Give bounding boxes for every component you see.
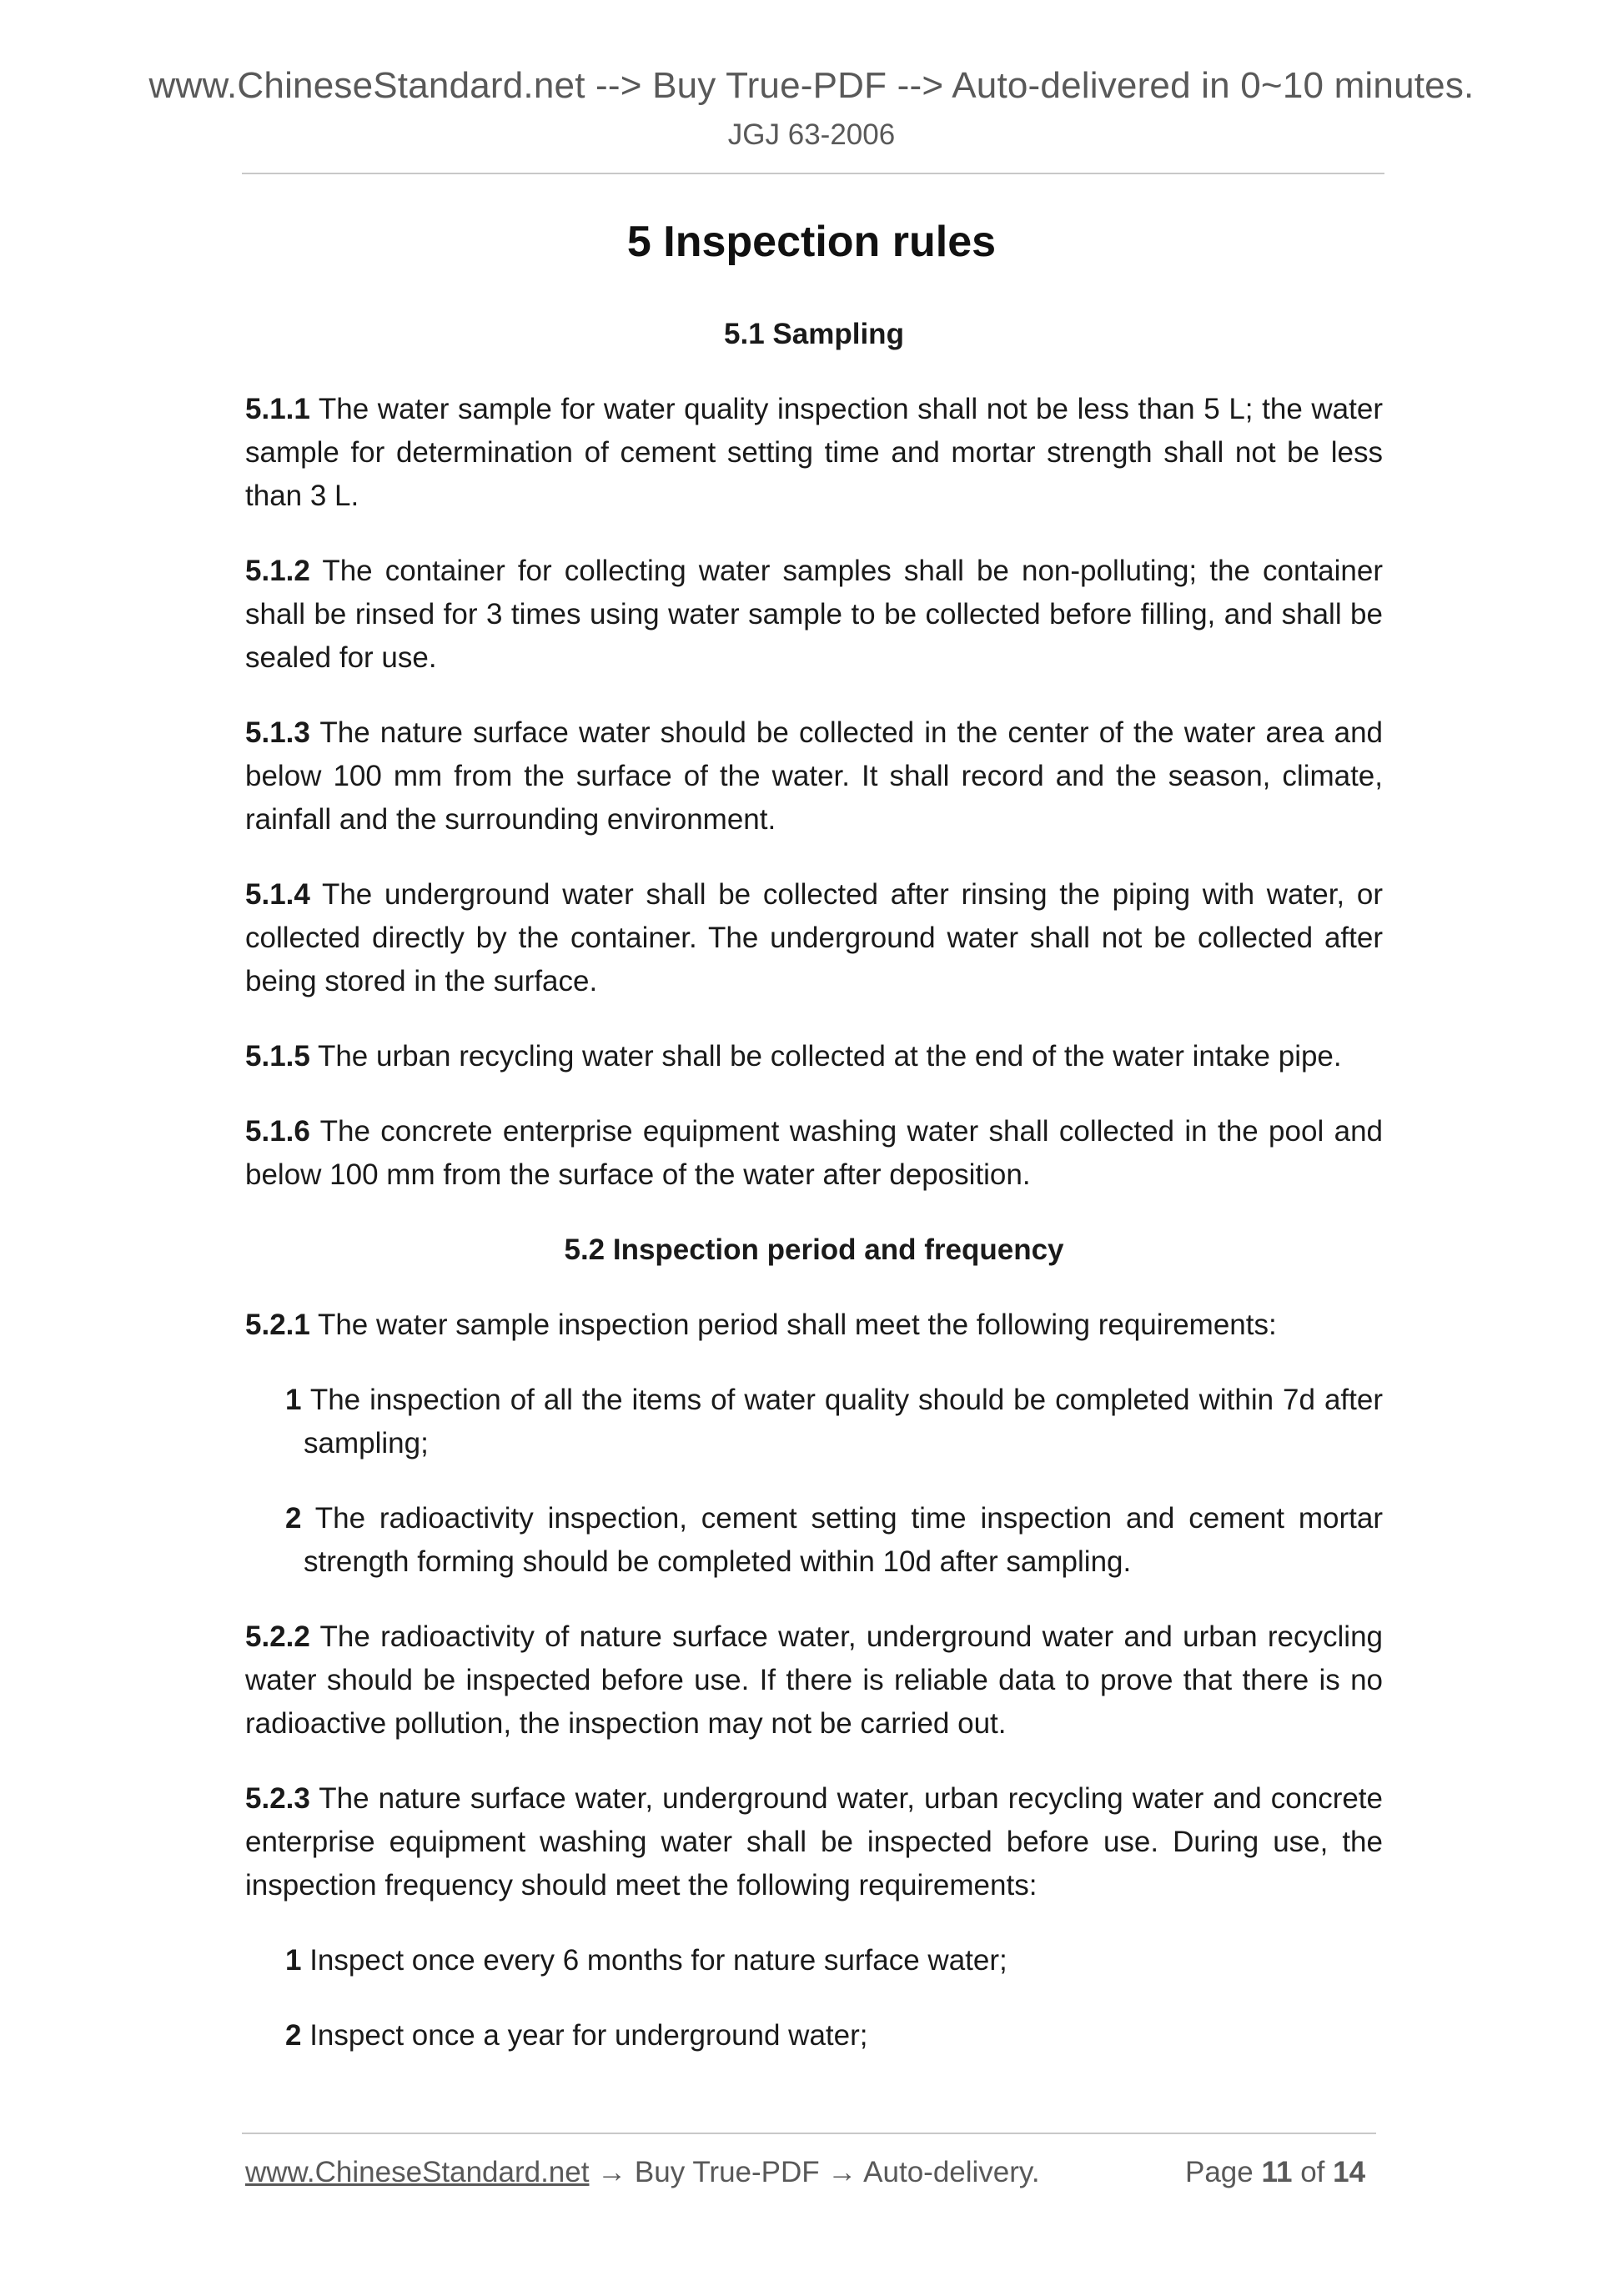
page-content <box>245 313 1383 2089</box>
clause-text: The radioactivity of nature surface water, underground water and urban recycling water should be inspected before use. If there is reliable data to prove that there is no radioactive pollution, the inspection may not be carried out. <box>245 1620 1383 1740</box>
chapter-title: 5 Inspection rules <box>626 218 997 266</box>
section-title-5-1: 5.1 Sampling <box>724 318 904 350</box>
page-indicator <box>1185 2156 1365 2189</box>
list-item <box>245 1497 1383 1584</box>
footer-tagline: → Buy True-PDF → Auto-delivery. <box>597 2156 1040 2188</box>
clause-text: The urban recycling water shall be collected at the end of the water intake pipe. <box>317 1040 1342 1073</box>
header-divider <box>242 173 1384 174</box>
page-word: Page <box>1185 2156 1254 2188</box>
section-title-5-2: 5.2 Inspection period and frequency <box>564 1233 1064 1266</box>
list-item <box>245 1939 1383 1982</box>
list-item-text: The radioactivity inspection, cement setting time inspection and cement mortar strength forming should be completed within 10d after sampling. <box>304 1502 1383 1578</box>
clause-text: The water sample for water quality inspection shall not be less than 5 L; the water sample for determination of cement setting time and mortar strength shall not be less than 3 L. <box>245 393 1383 512</box>
clause-text: The nature surface water, underground water, urban recycling water and concrete enterprise equipment washing water shall be inspected before use. During use, the inspection frequency should meet the following requirements: <box>245 1782 1383 1902</box>
clause-number: 5.2.3 <box>245 1782 310 1815</box>
clause-5-1-4 <box>245 873 1383 1003</box>
clause-5-2-2 <box>245 1615 1383 1746</box>
list-item <box>245 2014 1383 2057</box>
list-item-number: 1 <box>285 1384 302 1416</box>
clause-number: 5.1.1 <box>245 393 310 425</box>
list-item-text: Inspect once a year for underground water; <box>309 2019 868 2052</box>
clause-5-2-1 <box>245 1304 1383 1347</box>
list-item <box>245 1379 1383 1465</box>
clause-number: 5.1.2 <box>245 555 310 587</box>
document-code: JGJ 63-2006 <box>727 118 896 151</box>
list-item-number: 1 <box>285 1944 302 1977</box>
clause-text: The nature surface water should be collected in the center of the water area and below 100 mm from the surface of the water. It shall record and the season, climate, rainfall and the surrounding environment. <box>245 716 1383 836</box>
clause-text: The concrete enterprise equipment washing water shall collected in the pool and below 100 mm from the surface of the water after deposition. <box>245 1115 1383 1191</box>
top-banner: www.ChineseStandard.net --> Buy True-PDF --> Auto-delivered in 0~10 minutes. <box>148 65 1475 106</box>
list-item-number: 2 <box>285 2019 302 2052</box>
list-item-number: 2 <box>285 1502 302 1535</box>
clause-number: 5.2.2 <box>245 1620 310 1653</box>
footer-links <box>245 2156 1040 2189</box>
current-page-number: 11 <box>1261 2156 1293 2188</box>
clause-number: 5.2.1 <box>245 1309 310 1341</box>
list-item-text: Inspect once every 6 months for nature surface water; <box>309 1944 1007 1977</box>
clause-text: The water sample inspection period shall meet the following requirements: <box>317 1309 1277 1341</box>
clause-text: The container for collecting water samples shall be non-polluting; the container shall be rinsed for 3 times using water sample to be collected before filling, and shall be sealed for use. <box>245 555 1383 674</box>
clause-5-1-6 <box>245 1110 1383 1197</box>
list-item-text: The inspection of all the items of water quality should be completed within 7d after sampling; <box>304 1384 1383 1459</box>
clause-number: 5.1.3 <box>245 716 310 749</box>
footer-site-link[interactable]: www.ChineseStandard.net <box>245 2156 590 2188</box>
clause-5-2-3 <box>245 1777 1383 1907</box>
clause-5-1-5 <box>245 1035 1383 1078</box>
of-word: of <box>1300 2156 1325 2188</box>
clause-number: 5.1.5 <box>245 1040 310 1073</box>
clause-5-1-2 <box>245 550 1383 680</box>
clause-5-1-3 <box>245 711 1383 842</box>
clause-5-1-1 <box>245 388 1383 518</box>
clause-text: The underground water shall be collected after rinsing the piping with water, or collected directly by the container. The underground water shall not be collected after being stored in the surface. <box>245 878 1383 997</box>
clause-number: 5.1.4 <box>245 878 310 911</box>
footer-divider <box>242 2133 1376 2134</box>
clause-number: 5.1.6 <box>245 1115 310 1148</box>
total-pages-number: 14 <box>1333 2156 1366 2188</box>
